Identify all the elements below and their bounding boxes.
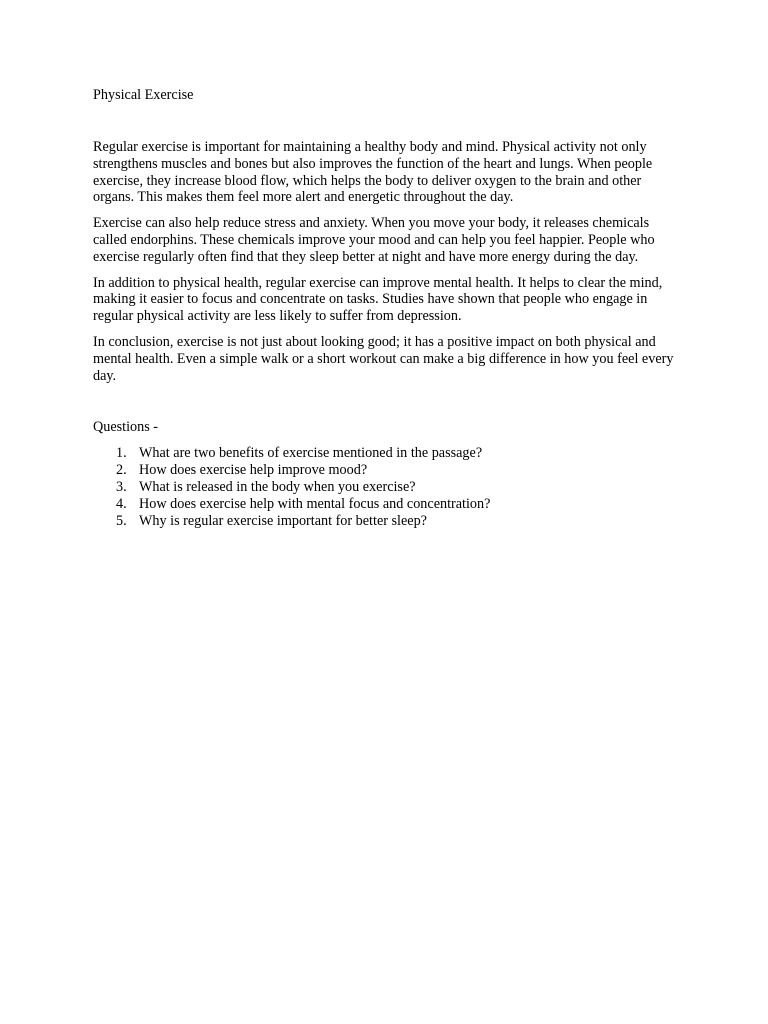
question-item (93, 479, 683, 496)
question-text: What are two benefits of exercise mentioned in the passage? (139, 445, 483, 462)
question-item (93, 496, 683, 513)
question-number: 2. (116, 462, 127, 479)
paragraph-4: In conclusion, exercise is not just about looking good; it has a positive impact on both physical and mental health. Even a simple walk or a short workout can make a big difference in how you feel every day. (93, 333, 674, 384)
question-item (93, 513, 683, 530)
question-text: How does exercise help improve mood? (139, 462, 368, 479)
paragraph-2: Exercise can also help reduce stress and anxiety. When you move your body, it releases chemicals called endorphins. These chemicals improve your mood and can help you feel happier. People who exercise regularly often find that they sleep better at night and have more energy during the day. (93, 215, 655, 265)
document-page (93, 86, 683, 529)
questions-heading: Questions - (93, 419, 159, 436)
passage (93, 139, 683, 384)
question-number: 5. (116, 512, 127, 529)
paragraph-1: Regular exercise is important for maintaining a healthy body and mind. Physical activity not only strengthens muscles and bones but also improves the function of the heart and lungs. When people exercise, they increase blood flow, which helps the body to deliver oxygen to the brain and other organs. This makes them feel more alert and energetic throughout the day. (93, 139, 653, 206)
question-text: Why is regular exercise important for better sleep? (139, 512, 427, 529)
question-item (93, 462, 683, 479)
question-number: 4. (116, 495, 127, 512)
question-text: What is released in the body when you exercise? (139, 478, 416, 495)
question-item (93, 445, 683, 462)
question-number: 3. (116, 478, 127, 495)
question-number: 1. (116, 445, 127, 462)
document-title: Physical Exercise (93, 87, 194, 103)
paragraph-3: In addition to physical health, regular exercise can improve mental health. It helps to clear the mind, making it easier to focus and concentrate on tasks. Studies have shown that people who engage in regular physical activity are less likely to suffer from depression. (93, 274, 663, 325)
questions-list (93, 445, 683, 529)
question-text: How does exercise help with mental focus and concentration? (139, 495, 491, 512)
